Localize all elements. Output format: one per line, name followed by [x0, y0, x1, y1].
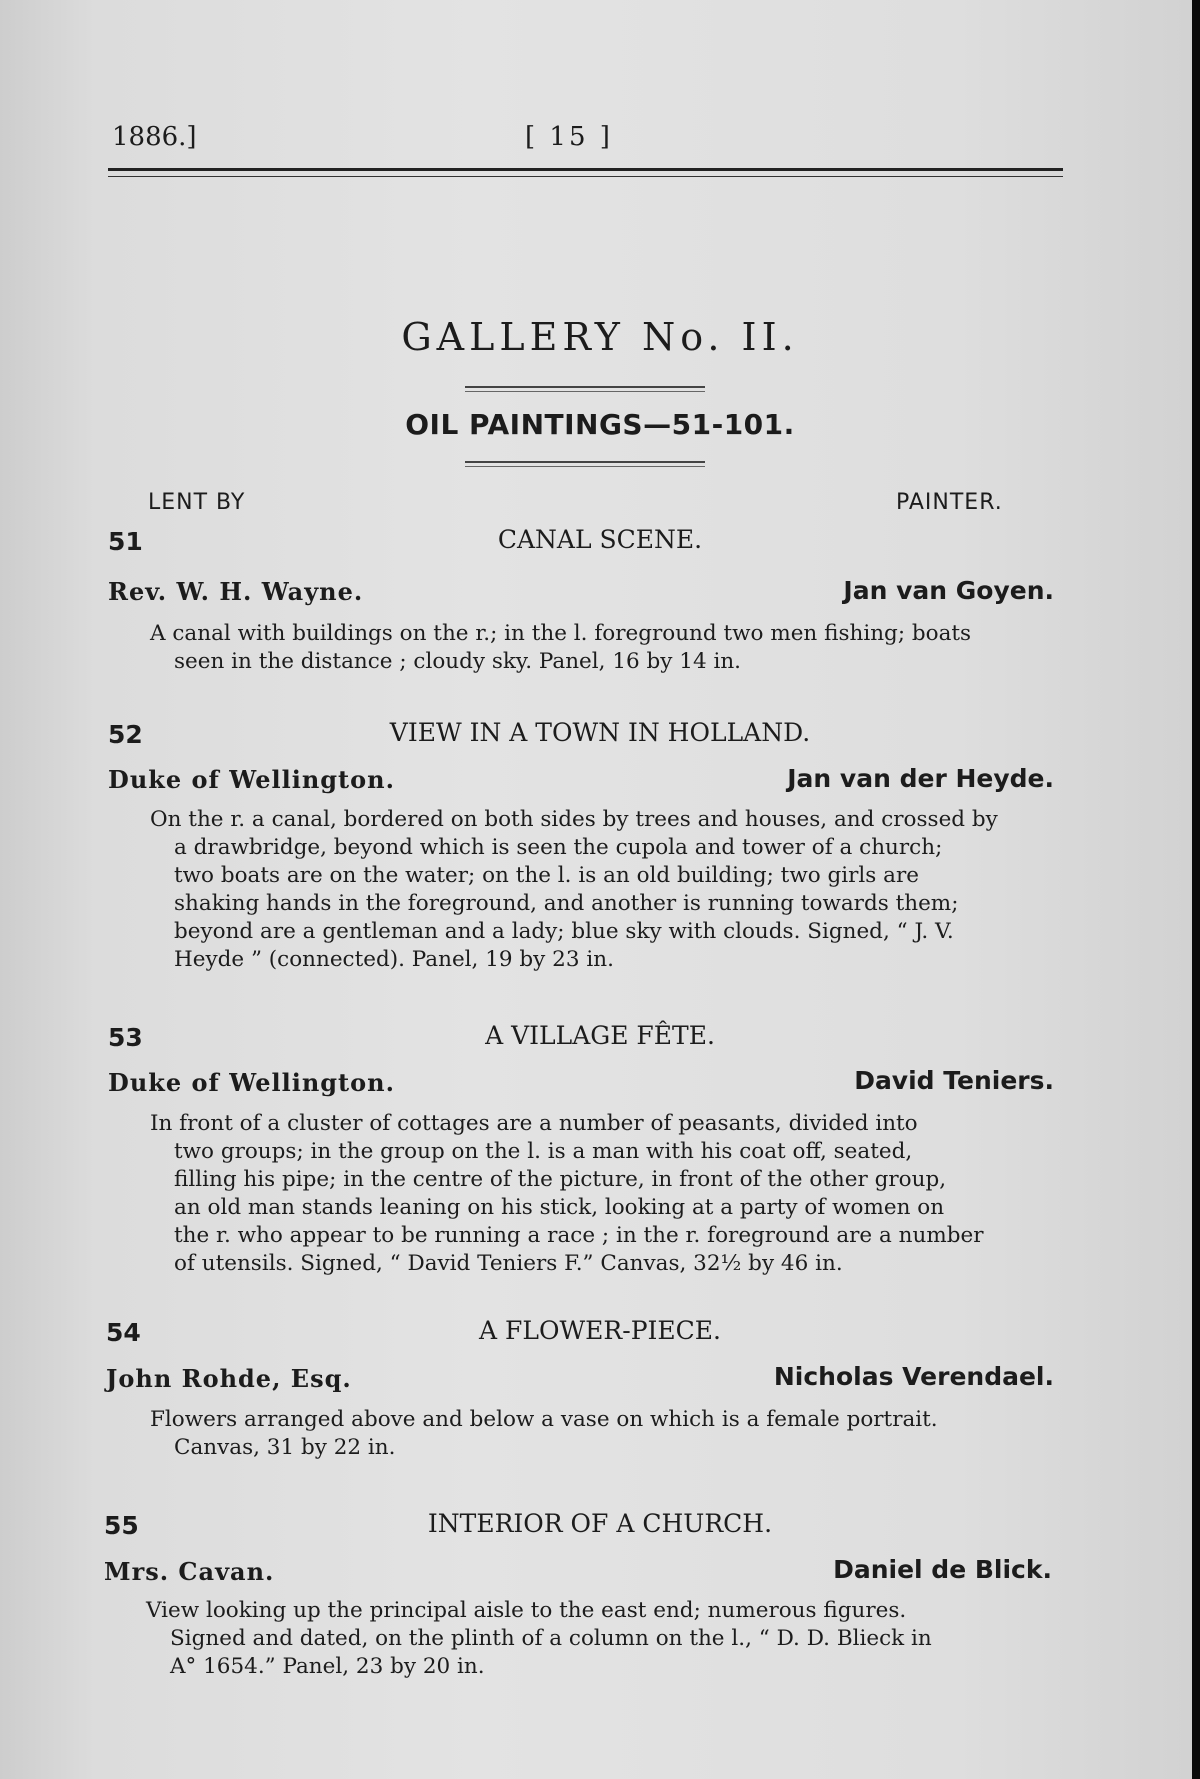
description-line: seen in the distance ; cloudy sky. Panel, 16 by 14 in. — [174, 649, 742, 674]
header-page-number: [ 15 ] — [525, 122, 613, 152]
column-head-lent-by: LENT BY — [148, 490, 246, 515]
entry-title: A VILLAGE FÊTE. — [485, 1021, 715, 1050]
entry-title: A FLOWER-PIECE. — [479, 1316, 721, 1345]
header-year: 1886.] — [112, 122, 197, 152]
header-rule — [108, 168, 1063, 171]
description-line: Signed and dated, on the plinth of a column on the l., “ D. D. Blieck in — [170, 1626, 932, 1651]
entry-lender: John Rohde, Esq. — [106, 1364, 352, 1393]
entry-lender: Rev. W. H. Wayne. — [108, 577, 364, 606]
entry-lender: Duke of Wellington. — [108, 765, 395, 794]
entry-lender: Mrs. Cavan. — [104, 1557, 275, 1586]
description-line: of utensils. Signed, “ David Teniers F.” Canvas, 32½ by 46 in. — [174, 1251, 843, 1276]
entry-number: 55 — [104, 1511, 139, 1540]
entry-painter: Daniel de Blick. — [833, 1555, 1052, 1584]
title-ornament-rule — [465, 386, 705, 388]
description-line: Flowers arranged above and below a vase on which is a female portrait. — [150, 1407, 938, 1432]
subtitle-ornament-rule-thin — [465, 466, 705, 467]
entry-description — [146, 1597, 1059, 1681]
section-title: OIL PAINTINGS—51-101. — [405, 408, 795, 441]
entry-description — [150, 806, 1063, 974]
description-line: two groups; in the group on the l. is a man with his coat off, seated, — [174, 1139, 913, 1164]
gallery-title: GALLERY No. II. — [401, 315, 799, 359]
entry-painter: David Teniers. — [854, 1066, 1054, 1095]
description-line: A canal with buildings on the r.; in the l. foreground two men fishing; boats — [150, 621, 972, 646]
entry-title: CANAL SCENE. — [497, 525, 703, 554]
header-rule-thin — [108, 176, 1063, 177]
entry-number: 54 — [106, 1318, 141, 1347]
title-ornament-rule-thin — [465, 391, 705, 392]
description-line: Canvas, 31 by 22 in. — [174, 1435, 396, 1460]
description-line: beyond are a gentleman and a lady; blue sky with clouds. Signed, “ J. V. — [174, 919, 954, 944]
description-line: View looking up the principal aisle to the east end; numerous figures. — [146, 1598, 907, 1623]
description-line: In front of a cluster of cottages are a number of peasants, divided into — [150, 1111, 918, 1136]
entry-painter: Jan van Goyen. — [843, 576, 1054, 605]
column-head-painter: PAINTER. — [896, 490, 1003, 515]
entry-painter: Jan van der Heyde. — [787, 764, 1054, 793]
entry-title: INTERIOR OF A CHURCH. — [427, 1509, 773, 1538]
description-line: the r. who appear to be running a race ; in the r. foreground are a number — [174, 1223, 984, 1248]
description-line: filling his pipe; in the centre of the picture, in front of the other group, — [174, 1167, 947, 1192]
entry-title: VIEW IN A TOWN IN HOLLAND. — [389, 718, 811, 747]
description-line: an old man stands leaning on his stick, looking at a party of women on — [174, 1195, 945, 1220]
entry-painter: Nicholas Verendael. — [773, 1362, 1054, 1391]
entry-description — [150, 620, 1063, 676]
entry-description — [150, 1406, 1063, 1462]
description-line: A° 1654.” Panel, 23 by 20 in. — [170, 1654, 485, 1679]
description-line: two boats are on the water; on the l. is an old building; two girls are — [174, 863, 919, 888]
description-line: a drawbridge, beyond which is seen the cupola and tower of a church; — [174, 835, 943, 860]
entry-description — [150, 1110, 1063, 1278]
entry-number: 53 — [108, 1023, 143, 1052]
entry-number: 52 — [108, 720, 143, 749]
description-line: shaking hands in the foreground, and another is running towards them; — [174, 891, 959, 916]
description-line: On the r. a canal, bordered on both sides by trees and houses, and crossed by — [150, 807, 998, 832]
description-line: Heyde ” (connected). Panel, 19 by 23 in. — [174, 947, 614, 972]
entry-number: 51 — [108, 527, 143, 556]
subtitle-ornament-rule — [465, 461, 705, 463]
entry-lender: Duke of Wellington. — [108, 1068, 395, 1097]
